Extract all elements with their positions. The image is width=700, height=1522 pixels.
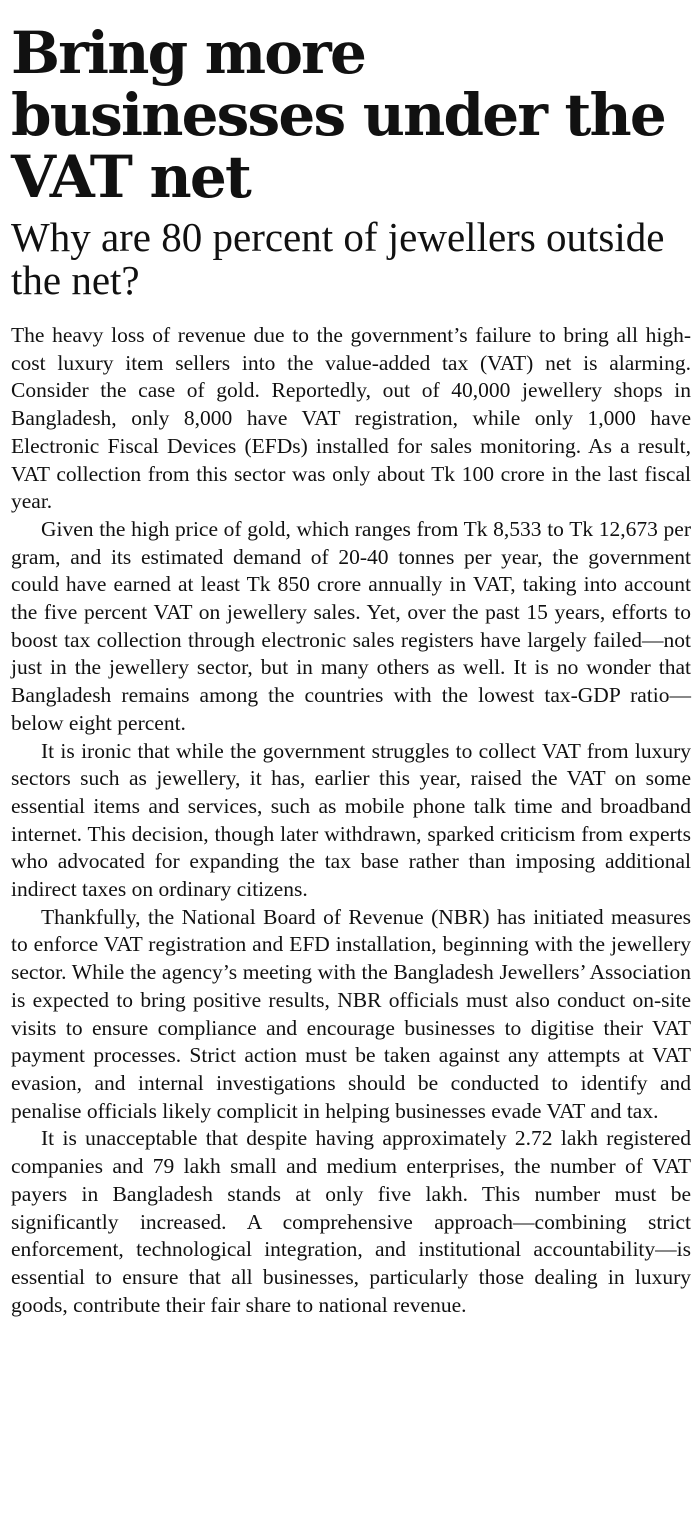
paragraph-3: It is ironic that while the government struggles to collect VAT from luxury sectors such as jewellery, it has, earlier this year, raised the VAT on some essential items and services, such as mobile phone talk time and broadband internet. This decision, though later withdrawn, sparked criticism from experts who advocated for expanding the tax base rather than imposing additional indirect taxes on ordinary citizens. [11,738,691,902]
article-body [11,322,691,1319]
editorial-article [11,0,691,1319]
paragraph-2: Given the high price of gold, which ranges from Tk 8,533 to Tk 12,673 per gram, and its estimated demand of 20-40 tonnes per year, the government could have earned at least Tk 850 crore annually in VAT, taking into account the five percent VAT on jewellery sales. Yet, over the past 15 years, efforts to boost tax collection through electronic sales registers have largely failed—not just in the jewellery sector, but in many others as well. It is no wonder that Bangladesh remains among the countries with the lowest tax-GDP ratio—below eight percent. [11,516,691,735]
paragraph-1: The heavy loss of revenue due to the government’s failure to bring all high-cost luxury item sellers into the value-added tax (VAT) net is alarming. Consider the case of gold. Reportedly, out of 40,000 jewellery shops in Bangladesh, only 8,000 have VAT registration, while only 1,000 have Electronic Fiscal Devices (EFDs) installed for sales monitoring. As a result, VAT collection from this sector was only about Tk 100 crore in the last fiscal year. [11,323,691,514]
headline: Bring more businesses under the VAT net [11,19,665,211]
subheadline: Why are 80 percent of jewellers outside the net? [11,214,665,303]
paragraph-4: Thankfully, the National Board of Revenue (NBR) has initiated measures to enforce VAT registration and EFD installation, beginning with the jewellery sector. While the agency’s meeting with the Bangladesh Jewellers’ Association is expected to bring positive results, NBR officials must also conduct on-site visits to ensure compliance and encourage businesses to digitise their VAT payment processes. Strict action must be taken against any attempts at VAT evasion, and internal investigations should be conducted to identify and penalise officials likely complicit in helping businesses evade VAT and tax. [11,904,691,1123]
paragraph-5: It is unacceptable that despite having approximately 2.72 lakh registered companies and 79 lakh small and medium enterprises, the number of VAT payers in Bangladesh stands at only five lakh. This number must be significantly increased. A comprehensive approach—combining strict enforcement, technological integration, and institutional accountability—is essential to ensure that all businesses, particularly those dealing in luxury goods, contribute their fair share to national revenue. [11,1126,691,1317]
